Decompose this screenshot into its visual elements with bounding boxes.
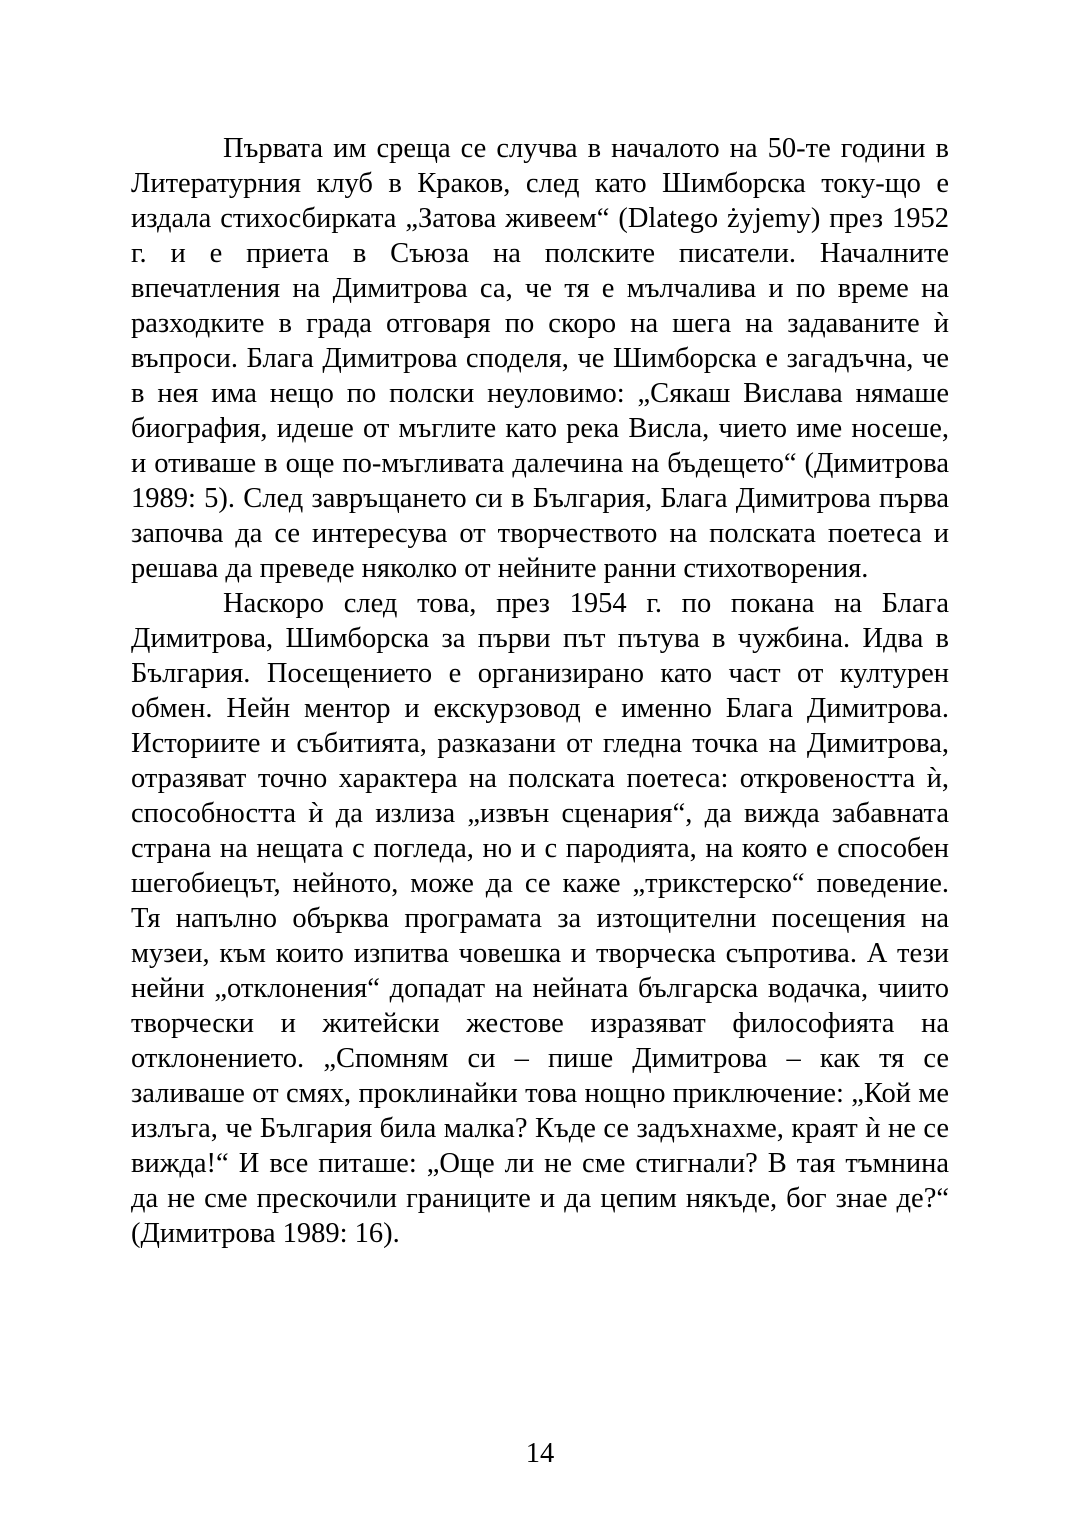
paragraph-2: Наскоро след това, през 1954 г. по покана на Блага Димитрова, Шимборска за първи път пътува в чужбина. Идва в България. Посещението е организирано като част от културен обмен. Нейн ментор и екскурзовод е именно Блага Димитрова. Историите и събитията, разказани от гледна точка на Димитрова, отразяват точно характера на полската поетеса: откровеността ѝ, способността ѝ да излиза „извън сценария“, да вижда забавната страна на нещата с погледа, но и с пародията, на която е способен шегобиецът, нейното, може да се каже „трикстерско“ поведение. Тя напълно обърква програмата за изтощителни посещения на музеи, към които изпитва човешка и творческа съпротива. А тези нейни „отклонения“ допадат на нейната българска водачка, чиито творчески и житейски жестове изразяват философията на отклонението. „Спомням си – пише Димитрова – как тя се заливаше от смях, проклинайки това нощно приключение: „Кой ме излъга, че България била малка? Къде се задъхнахме, краят ѝ не се вижда!“ И все питаше: „Още ли не сме стигнали? В тая тъмнина да не сме прескочили границите и да цепим някъде, бог знае де?“ (Димитрова 1989: 16). [131,588,949,1249]
body-text [131,131,949,1251]
page-number: 14 [525,1438,555,1469]
paragraph-1: Първата им среща се случва в началото на 50-те години в Литературния клуб в Краков, след като Шимборска току-що е издала стихосбирката „Затова живеем“ (Dlatego żyjemy) през 1952 г. и е приета в Съюза на полските писатели. Началните впечатления на Димитрова са, че тя е мълчалива и по време на разходките в града отговаря по скоро на шега на задаваните ѝ въпроси. Блага Димитрова споделя, че Шимборска е загадъчна, че в нея има нещо по полски неуловимо: „Сякаш Вислава нямаше биография, идеше от мъглите като река Висла, чието име носеше, и отиваше в още по-мъгливата далечина на бъдещето“ (Димитрова 1989: 5). След завръщането си в България, Блага Димитрова първа започва да се интересува от творчеството на полската поетеса и решава да преведе няколко от нейните ранни стихотворения. [131,133,949,584]
